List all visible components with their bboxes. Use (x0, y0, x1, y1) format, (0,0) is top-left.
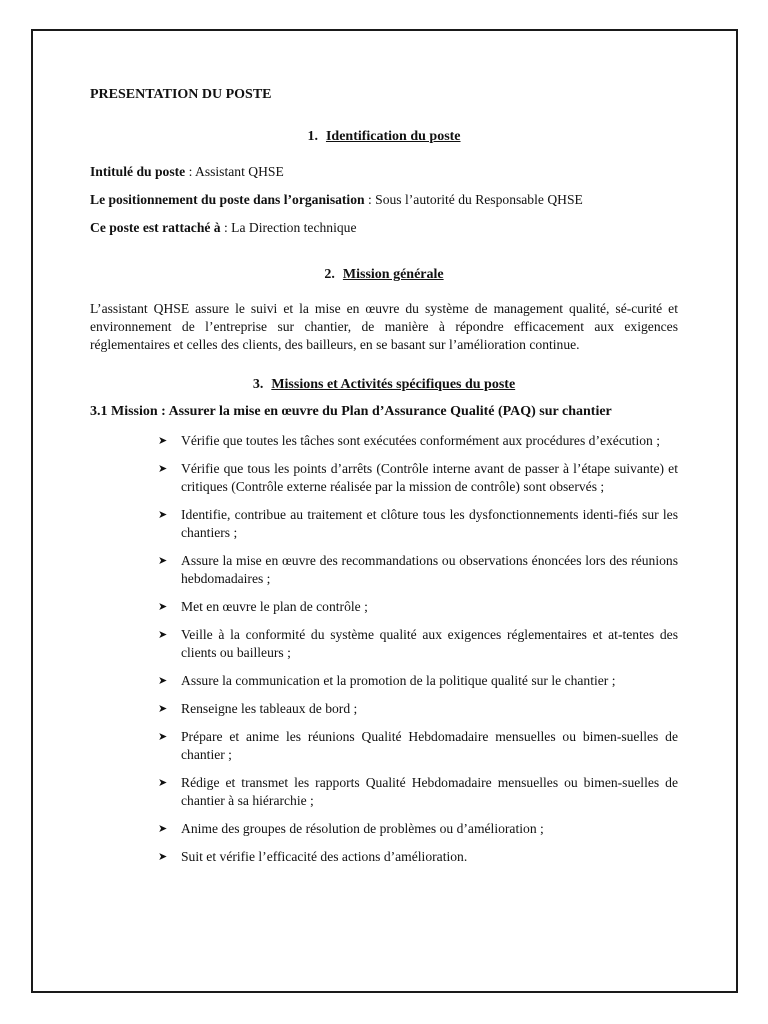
mission-generale-text: L’assistant QHSE assure le suivi et la mise en œuvre du système de management qualité, sé-curité et environnement de l’entreprise sur chantier, de manière à répondre efficacement aux exigences réglementaires et celles des clients, des bailleurs, en se basant sur l’amélioration continue. (90, 301, 678, 352)
list-item: ➤ Prépare et anime les réunions Qualité Hebdomadaire mensuelles ou bimen-suelles de chantier ; (158, 729, 678, 762)
section-number: 1. (307, 129, 318, 144)
field-positionnement (90, 191, 678, 209)
field-label: Ce poste est rattaché à (90, 220, 221, 235)
arrow-bullet-icon: ➤ (158, 776, 168, 789)
arrow-bullet-icon: ➤ (158, 508, 168, 521)
section-label: Missions et Activités spécifiques du poste (271, 377, 516, 392)
section-heading-1 (90, 128, 678, 146)
arrow-bullet-icon: ➤ (158, 674, 168, 687)
field-intitule (90, 163, 678, 181)
arrow-bullet-icon: ➤ (158, 554, 168, 567)
field-value: : La Direction technique (220, 220, 357, 235)
section-number: 2. (324, 267, 335, 282)
list-item: ➤ Renseigne les tableaux de bord ; (158, 701, 358, 716)
arrow-bullet-icon: ➤ (158, 702, 168, 715)
arrow-bullet-icon: ➤ (158, 850, 168, 863)
list-item: ➤ Assure la mise en œuvre des recommandations ou observations énoncées lors des réunions hebdomadaires ; (158, 553, 678, 586)
arrow-bullet-icon: ➤ (158, 600, 168, 613)
field-label: Le positionnement du poste dans l’organisation (90, 192, 365, 207)
mission-31-heading: 3.1 Mission : Assurer la mise en œuvre du Plan d’Assurance Qualité (PAQ) sur chantier (90, 404, 612, 419)
arrow-bullet-icon: ➤ (158, 730, 168, 743)
field-value: : Sous l’autorité du Responsable QHSE (364, 192, 583, 207)
document-title: PRESENTATION DU POSTE (90, 87, 272, 102)
section-label: Identification du poste (325, 129, 461, 144)
section-heading-2 (90, 266, 678, 284)
arrow-bullet-icon: ➤ (158, 628, 168, 641)
list-item: ➤ Rédige et transmet les rapports Qualité Hebdomadaire mensuelles ou bimen-suelles de chantier à sa hiérarchie ; (158, 775, 678, 808)
mission-31-list (90, 432, 678, 866)
arrow-bullet-icon: ➤ (158, 462, 168, 475)
list-item: ➤ Anime des groupes de résolution de problèmes ou d’amélioration ; (158, 821, 544, 836)
section-label: Mission générale (342, 267, 444, 282)
list-item: ➤ Identifie, contribue au traitement et clôture tous les dysfonctionnements identi-fiés sur les chantiers ; (158, 507, 678, 540)
list-item: ➤ Suit et vérifie l’efficacité des actions d’amélioration. (158, 849, 468, 864)
document-body (90, 86, 678, 876)
section-heading-3 (90, 376, 678, 394)
field-rattache (90, 219, 678, 237)
list-item: ➤ Vérifie que toutes les tâches sont exécutées conformément aux procédures d’exécution ; (158, 433, 660, 448)
arrow-bullet-icon: ➤ (158, 822, 168, 835)
field-label: Intitulé du poste (90, 164, 186, 179)
list-item: ➤ Vérifie que tous les points d’arrêts (Contrôle interne avant de passer à l’étape suivante) et critiques (Contrôle externe réalisée par la mission de contrôle) sont observés ; (158, 461, 678, 494)
field-value: : Assistant QHSE (185, 164, 284, 179)
section-number: 3. (252, 377, 264, 392)
list-item: ➤ Veille à la conformité du système qualité aux exigences réglementaires et at-tentes des clients ou bailleurs ; (158, 627, 678, 660)
arrow-bullet-icon: ➤ (158, 434, 168, 447)
list-item: ➤ Met en œuvre le plan de contrôle ; (158, 599, 368, 614)
list-item: ➤ Assure la communication et la promotion de la politique qualité sur le chantier ; (158, 673, 616, 688)
